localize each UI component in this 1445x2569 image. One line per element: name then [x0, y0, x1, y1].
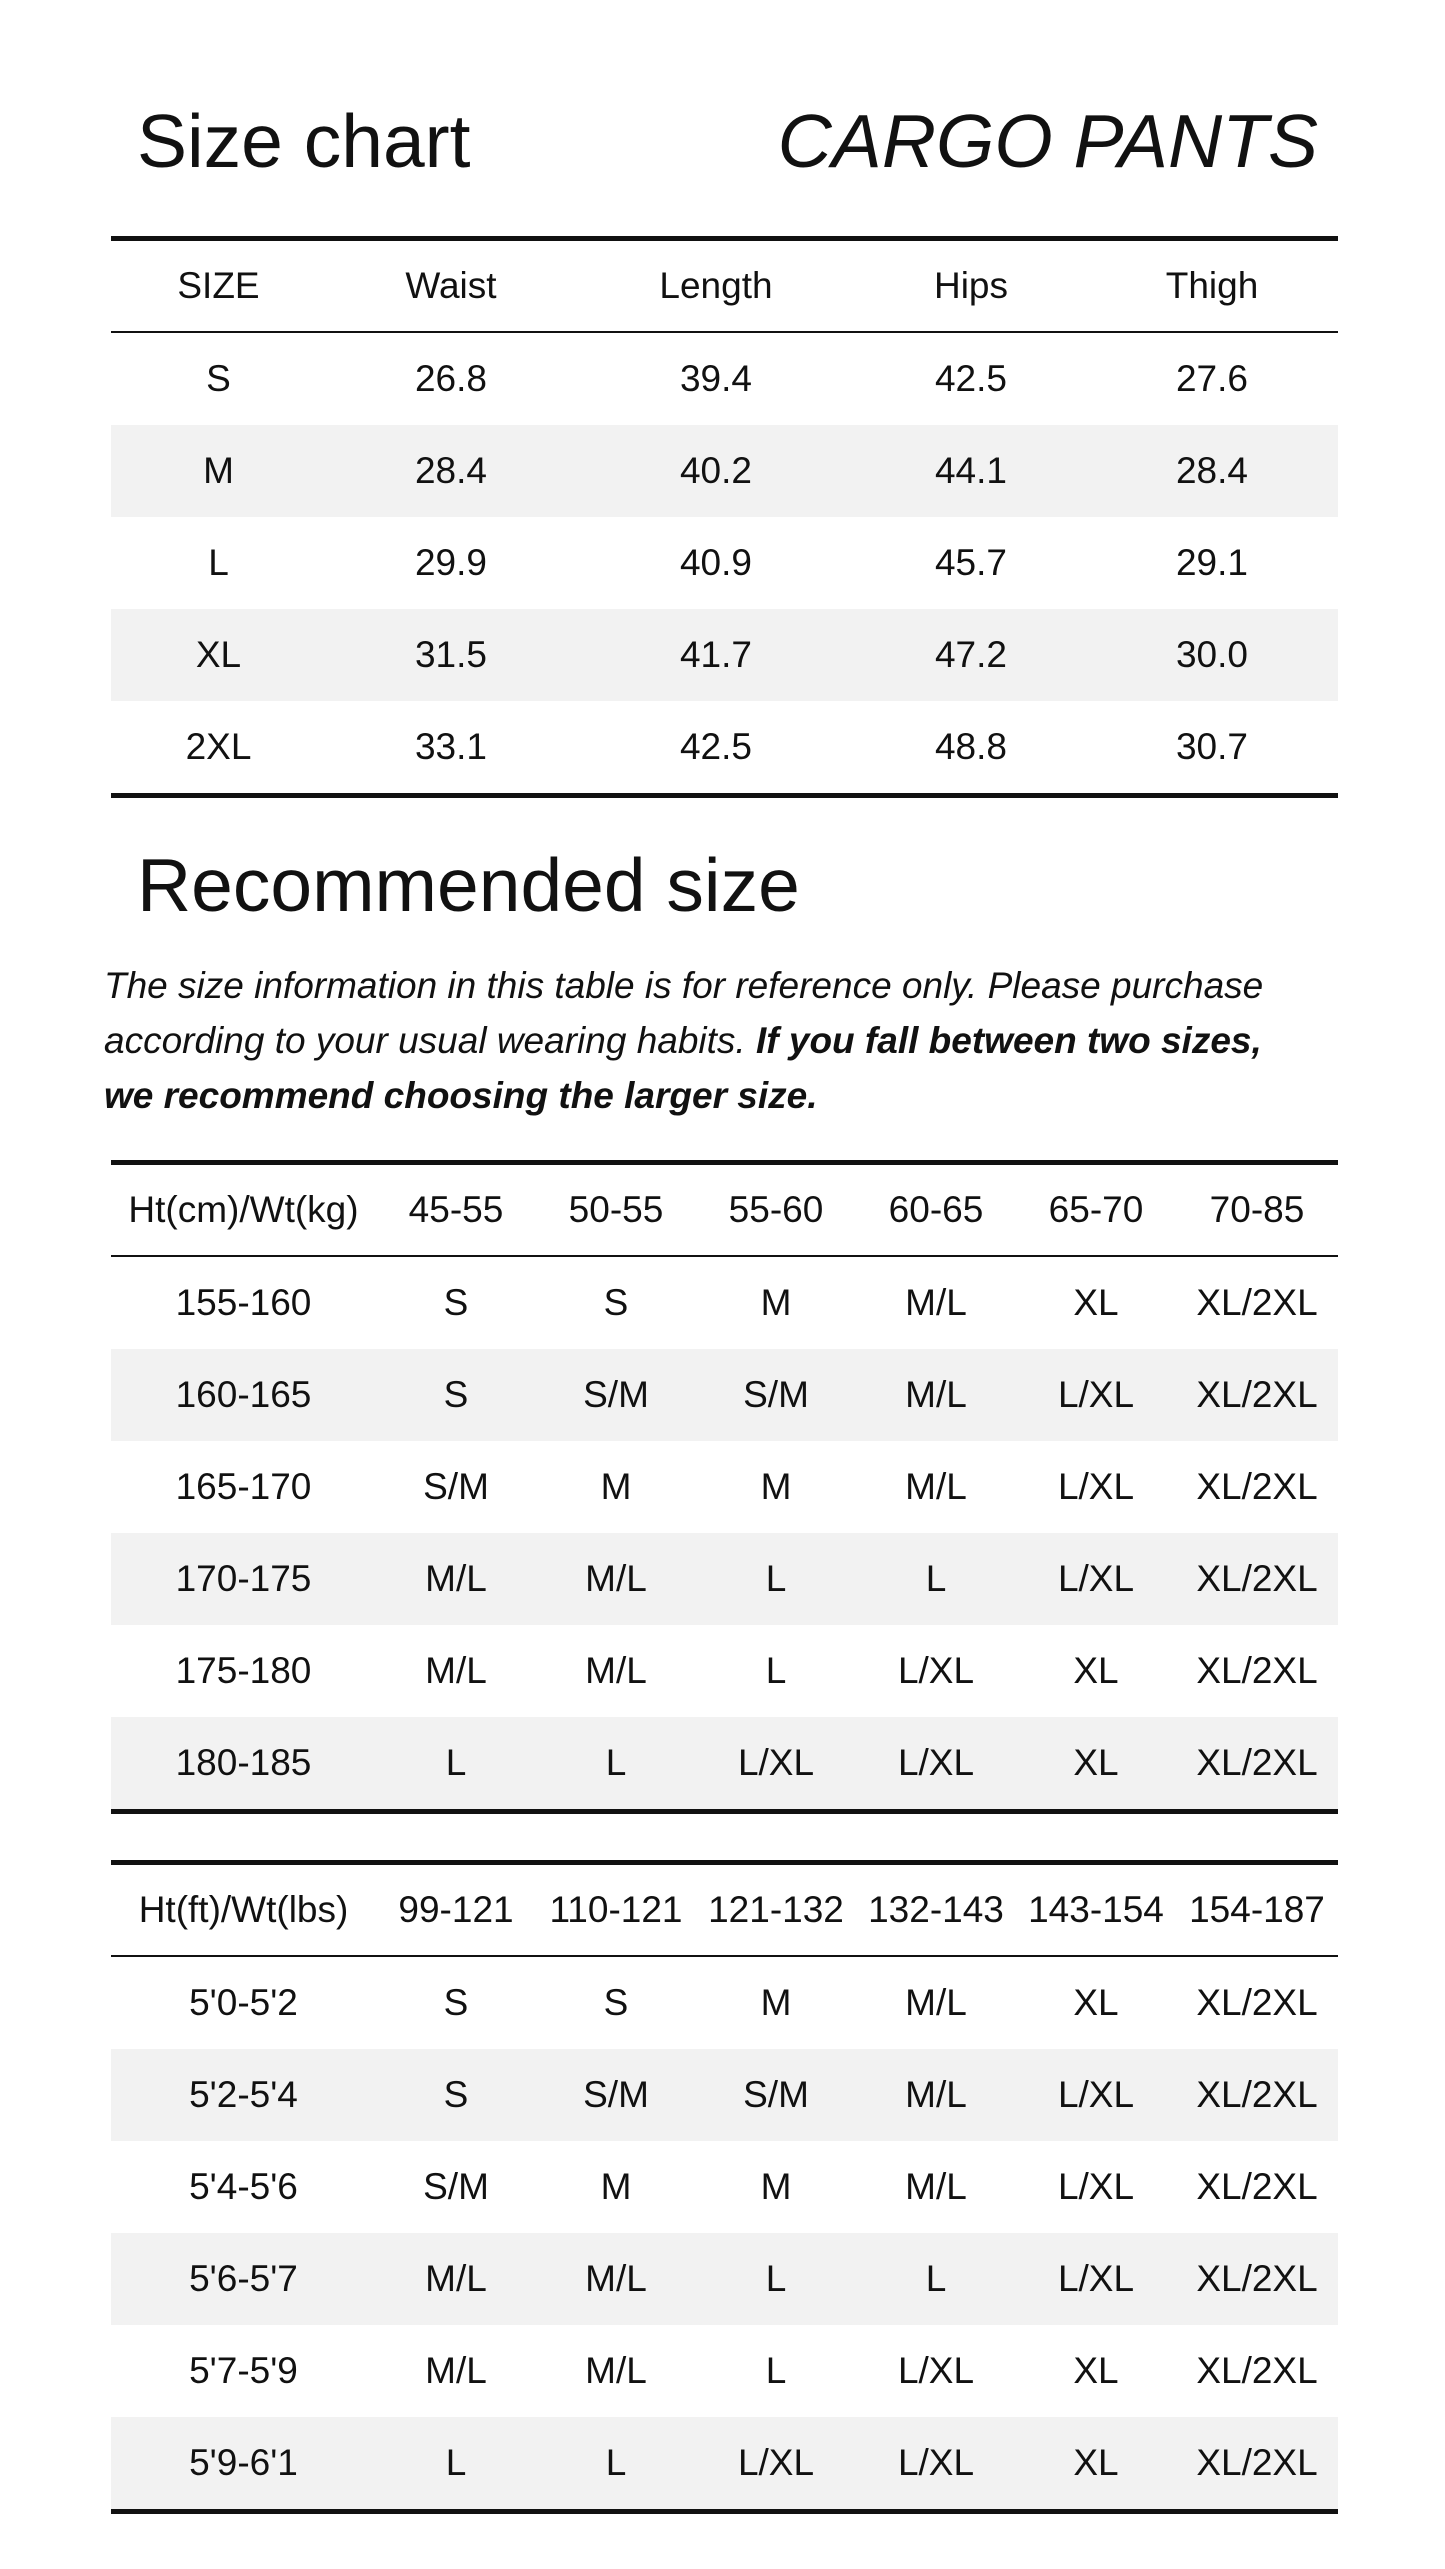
column-header: Length: [576, 239, 856, 333]
table-cell: S: [376, 1349, 536, 1441]
row-label-cell: 155-160: [175, 1282, 312, 1323]
column-header: 65-70: [1016, 1163, 1176, 1257]
column-header: 143-154: [1016, 1863, 1176, 1957]
row-label-cell: 165-170: [175, 1466, 312, 1507]
column-header: 45-55: [376, 1163, 536, 1257]
table-cell: M/L: [905, 2166, 967, 2207]
table-cell: 45.7: [934, 542, 1007, 583]
size-chart-table: [111, 236, 1338, 798]
table-cell: M/L: [425, 1650, 487, 1691]
table-row: [111, 517, 1338, 609]
table-row: [111, 425, 1338, 517]
table-cell: M: [760, 1282, 792, 1323]
table-cell: 30.0: [1086, 609, 1338, 701]
table-cell: 29.9: [414, 542, 487, 583]
column-header: 55-60: [696, 1163, 856, 1257]
row-label-cell: XL: [111, 609, 326, 701]
table-cell: M/L: [905, 1982, 967, 2023]
note-emphasis: we recommend choosing the larger size.: [104, 1075, 818, 1116]
table-cell: 40.9: [679, 542, 752, 583]
table-row: [111, 2417, 1338, 2512]
table-header-row: [111, 1863, 1338, 1957]
table-cell: 42.5: [679, 726, 752, 767]
table-row: [111, 2233, 1338, 2325]
table-cell: XL/2XL: [1196, 2166, 1318, 2207]
table-cell: M: [600, 1466, 632, 1507]
table-cell: 41.7: [576, 609, 856, 701]
table-cell: XL/2XL: [1196, 1466, 1318, 1507]
table-cell: M/L: [376, 1533, 536, 1625]
table-cell: XL/2XL: [1196, 2350, 1318, 2391]
row-label-cell: 5'2-5'4: [111, 2049, 376, 2141]
table-cell: XL/2XL: [1176, 1533, 1338, 1625]
column-header: 121-132: [696, 1863, 856, 1957]
table-cell: XL: [1073, 1982, 1119, 2023]
row-label-cell: 175-180: [175, 1650, 312, 1691]
table-row: [111, 2141, 1338, 2233]
table-cell: 44.1: [856, 425, 1086, 517]
row-label-cell: 5'4-5'6: [189, 2166, 298, 2207]
table-cell: XL/2XL: [1176, 2233, 1338, 2325]
size-note: [104, 958, 1364, 1123]
table-cell: M/L: [536, 1533, 696, 1625]
table-cell: S: [443, 1282, 469, 1323]
table-row: [111, 1956, 1338, 2049]
product-name: CARGO PANTS: [777, 99, 1318, 183]
column-header: 99-121: [376, 1863, 536, 1957]
column-header: 70-85: [1176, 1163, 1338, 1257]
table-cell: 27.6: [1175, 358, 1248, 399]
table-cell: M: [600, 2166, 632, 2207]
note-emphasis: If you fall between two sizes,: [755, 1020, 1262, 1061]
table-cell: L: [536, 1717, 696, 1812]
table-cell: S: [443, 1982, 469, 2023]
table-cell: S: [376, 2049, 536, 2141]
table-cell: XL/2XL: [1196, 1982, 1318, 2023]
table-cell: L: [536, 2417, 696, 2512]
table-cell: L/XL: [1016, 1533, 1176, 1625]
table-row: [111, 2049, 1338, 2141]
table-cell: XL/2XL: [1176, 1349, 1338, 1441]
table-cell: 40.2: [576, 425, 856, 517]
column-header: Hips: [856, 239, 1086, 333]
table-row: [111, 1533, 1338, 1625]
column-header: Thigh: [1086, 239, 1338, 333]
table-cell: L: [765, 1650, 787, 1691]
table-cell: L/XL: [1016, 1349, 1176, 1441]
column-header: Ht(cm)/Wt(kg): [111, 1163, 376, 1257]
table-cell: L/XL: [856, 2417, 1016, 2512]
table-cell: 30.7: [1175, 726, 1248, 767]
table-cell: M/L: [425, 2350, 487, 2391]
table-cell: M/L: [856, 1349, 1016, 1441]
table-cell: M/L: [905, 1282, 967, 1323]
table-cell: L: [765, 2350, 787, 2391]
table-cell: L/XL: [856, 1717, 1016, 1812]
table-row: [111, 1625, 1338, 1717]
row-label-cell: 5'6-5'7: [111, 2233, 376, 2325]
recommended-size-heading: Recommended size: [137, 843, 800, 927]
table-cell: L: [856, 2233, 1016, 2325]
table-header-row: [111, 239, 1338, 333]
table-cell: L/XL: [897, 2350, 975, 2391]
table-cell: XL/2XL: [1176, 2417, 1338, 2512]
table-cell: 31.5: [326, 609, 576, 701]
table-cell: L: [376, 2417, 536, 2512]
table-cell: XL: [1016, 1717, 1176, 1812]
table-cell: 29.1: [1175, 542, 1248, 583]
table-cell: S/M: [696, 2049, 856, 2141]
table-header-row: [111, 1163, 1338, 1257]
row-label-cell: S: [206, 358, 231, 399]
column-header: Waist: [326, 239, 576, 333]
row-label-cell: 5'9-6'1: [111, 2417, 376, 2512]
table-row: [111, 1256, 1338, 1349]
table-cell: L/XL: [696, 1717, 856, 1812]
table-cell: XL: [1073, 1282, 1119, 1323]
table-cell: XL: [1073, 2350, 1119, 2391]
table-cell: L: [696, 1533, 856, 1625]
column-header: 154-187: [1176, 1863, 1338, 1957]
table-row: [111, 2325, 1338, 2417]
table-cell: XL/2XL: [1196, 1650, 1318, 1691]
table-cell: S/M: [423, 1466, 489, 1507]
table-cell: 47.2: [856, 609, 1086, 701]
column-header: 110-121: [536, 1863, 696, 1957]
table-cell: S/M: [696, 1349, 856, 1441]
table-cell: M: [760, 1982, 792, 2023]
table-cell: XL: [1073, 1650, 1119, 1691]
table-cell: L/XL: [1057, 2166, 1135, 2207]
table-cell: L/XL: [1016, 2049, 1176, 2141]
table-cell: L/XL: [696, 2417, 856, 2512]
note-text: according to your usual wearing habits.: [104, 1020, 756, 1061]
table-row: [111, 332, 1338, 425]
column-header: SIZE: [111, 239, 326, 333]
table-cell: M: [760, 1466, 792, 1507]
table-row: [111, 1441, 1338, 1533]
table-cell: L/XL: [1016, 2233, 1176, 2325]
table-cell: S: [603, 1982, 629, 2023]
table-cell: L/XL: [897, 1650, 975, 1691]
column-header: 50-55: [536, 1163, 696, 1257]
table-cell: 48.8: [934, 726, 1007, 767]
table-cell: 33.1: [414, 726, 487, 767]
row-label-cell: M: [111, 425, 326, 517]
row-label-cell: 5'0-5'2: [189, 1982, 298, 2023]
imperial-size-table: [111, 1860, 1338, 2514]
metric-size-table: [111, 1160, 1338, 1814]
table-cell: 28.4: [1086, 425, 1338, 517]
table-cell: L: [696, 2233, 856, 2325]
row-label-cell: L: [208, 542, 229, 583]
table-row: [111, 1717, 1338, 1812]
table-row: [111, 701, 1338, 796]
table-cell: XL/2XL: [1176, 1717, 1338, 1812]
table-cell: XL/2XL: [1196, 1282, 1318, 1323]
table-cell: L: [856, 1533, 1016, 1625]
table-cell: M/L: [585, 1650, 647, 1691]
table-cell: M/L: [585, 2350, 647, 2391]
row-label-cell: 170-175: [111, 1533, 376, 1625]
table-cell: 39.4: [679, 358, 752, 399]
row-label-cell: 160-165: [111, 1349, 376, 1441]
table-cell: M/L: [856, 2049, 1016, 2141]
note-line: [104, 1013, 1364, 1068]
row-label-cell: 2XL: [185, 726, 252, 767]
table-cell: 28.4: [326, 425, 576, 517]
table-row: [111, 609, 1338, 701]
table-row: [111, 1349, 1338, 1441]
table-cell: M/L: [905, 1466, 967, 1507]
note-line: The size information in this table is for reference only. Please purchase: [104, 965, 1264, 1006]
column-header: 132-143: [856, 1863, 1016, 1957]
table-cell: 26.8: [414, 358, 487, 399]
table-cell: XL: [1016, 2417, 1176, 2512]
table-cell: S: [603, 1282, 629, 1323]
page-title: Size chart: [137, 99, 471, 183]
table-cell: XL/2XL: [1176, 2049, 1338, 2141]
table-cell: M: [760, 2166, 792, 2207]
column-header: Ht(ft)/Wt(lbs): [111, 1863, 376, 1957]
table-cell: S/M: [536, 1349, 696, 1441]
table-cell: 42.5: [934, 358, 1007, 399]
column-header: 60-65: [856, 1163, 1016, 1257]
row-label-cell: 180-185: [111, 1717, 376, 1812]
table-cell: L: [376, 1717, 536, 1812]
table-cell: L/XL: [1057, 1466, 1135, 1507]
table-cell: M/L: [376, 2233, 536, 2325]
table-cell: M/L: [536, 2233, 696, 2325]
row-label-cell: 5'7-5'9: [189, 2350, 298, 2391]
table-cell: S/M: [536, 2049, 696, 2141]
table-cell: S/M: [423, 2166, 489, 2207]
